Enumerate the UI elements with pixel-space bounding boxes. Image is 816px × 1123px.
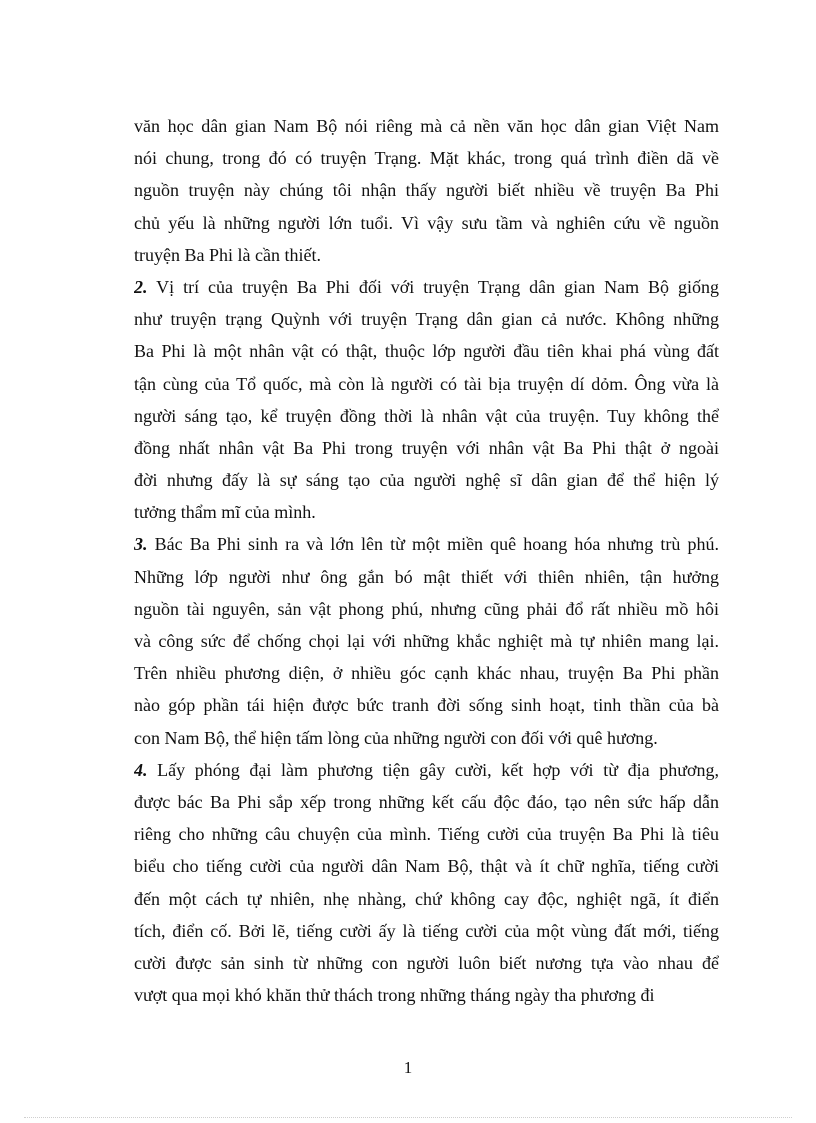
line-text: cười được sản sinh từ những con người luôn biết nương tựa vào nhau để [134,952,719,973]
text-line [134,271,719,303]
line-text: nói chung, trong đó có truyện Trạng. Mặt khác, trong quá trình điền dã về [134,148,719,169]
text-line [134,528,719,560]
body-text [134,110,719,1011]
text-line [134,110,719,142]
line-text: tưởng thẩm mĩ của mình. [134,502,316,523]
text-line [134,561,719,593]
line-text: đời nhưng đấy là sự sáng tạo của người nghệ sĩ dân gian để thể hiện lý [134,470,719,491]
line-text: nguồn truyện này chúng tôi nhận thấy người biết nhiều về truyện Ba Phi [134,180,719,201]
line-text: Lấy phóng đại làm phương tiện gây cười, kết hợp với từ địa phương, [147,759,719,780]
paragraph-number: 3. [134,534,148,555]
line-text: Vị trí của truyện Ba Phi đối với truyện Trạng dân gian Nam Bộ giống [147,276,719,297]
line-text: được bác Ba Phi sắp xếp trong những kết cấu độc đáo, tạo nên sức hấp dẫn [134,791,719,812]
paragraph [134,754,719,1012]
line-text: tận cùng của Tổ quốc, mà còn là người có tài bịa truyện dí dỏm. Ông vừa là [134,373,719,394]
line-text: Bác Ba Phi sinh ra và lớn lên từ một miền quê hoang hóa nhưng trù phú. [147,534,719,555]
paragraph [134,528,719,753]
text-line [134,464,719,496]
text-line [134,689,719,721]
paragraph [134,110,719,271]
text-line [134,883,719,915]
text-line [134,657,719,689]
text-line [134,174,719,206]
line-text: và công sức để chống chọi lại với những khắc nghiệt mà tự nhiên mang lại. [134,631,719,651]
text-line [134,850,719,882]
line-text: tích, điển cố. Bởi lẽ, tiếng cười ấy là tiếng cười của một vùng đất mới, tiếng [134,920,719,941]
line-text: con Nam Bộ, thể hiện tấm lòng của những người con đối với quê hương. [134,727,658,748]
text-line [134,915,719,947]
page-number: 1 [403,1058,413,1077]
line-text: nào góp phần tái hiện được bức tranh đời sống sinh hoạt, tinh thần của bà [134,695,719,716]
text-line [134,400,719,432]
text-line [134,786,719,818]
line-text: riêng cho những câu chuyện của mình. Tiếng cười của truyện Ba Phi là tiêu [134,824,719,845]
text-line [134,335,719,367]
line-text: vượt qua mọi khó khăn thử thách trong những tháng ngày tha phương đi [134,985,655,1006]
text-line [134,593,719,625]
text-line [134,979,719,1011]
line-text: chủ yếu là những người lớn tuổi. Vì vậy sưu tầm và nghiên cứu về nguồn [134,212,719,233]
text-line [134,303,719,335]
line-text: nguồn tài nguyên, sản vật phong phú, nhưng cũng phải đổ rất nhiều mồ hôi [134,598,719,619]
line-text: Trên nhiều phương diện, ở nhiều góc cạnh khác nhau, truyện Ba Phi phần [134,663,719,684]
paragraph-number: 2. [134,276,148,297]
line-text: người sáng tạo, kể truyện đồng thời là nhân vật của truyện. Tuy không thể [134,405,719,426]
text-line [134,142,719,174]
paragraph [134,271,719,529]
text-line [134,432,719,464]
line-text: Những lớp người như ông gắn bó mật thiết với thiên nhiên, tận hưởng [134,566,719,587]
text-line [134,496,719,528]
line-text: như truyện trạng Quỳnh với truyện Trạng dân gian cả nước. Không những [134,309,719,330]
text-line [134,818,719,850]
line-text: đồng nhất nhân vật Ba Phi trong truyện với nhân vật Ba Phi thật ở ngoài [134,437,719,458]
text-line [134,239,719,271]
line-text: văn học dân gian Nam Bộ nói riêng mà cả nền văn học dân gian Việt Nam [134,116,719,136]
text-line [134,722,719,754]
line-text: truyện Ba Phi là cần thiết. [134,244,321,265]
text-line [134,368,719,400]
line-text: đến một cách tự nhiên, nhẹ nhàng, chứ không cay độc, nghiệt ngã, ít điển [134,888,719,909]
paragraph-number: 4. [134,759,148,780]
text-line [134,207,719,239]
line-text: biểu cho tiếng cười của người dân Nam Bộ, thật và ít chữ nghĩa, tiếng cười [134,856,719,877]
text-line [134,625,719,657]
text-line [134,947,719,979]
line-text: Ba Phi là một nhân vật có thật, thuộc lớp người đầu tiên khai phá vùng đất [134,341,719,362]
text-line [134,754,719,786]
page-divider [24,1117,792,1118]
